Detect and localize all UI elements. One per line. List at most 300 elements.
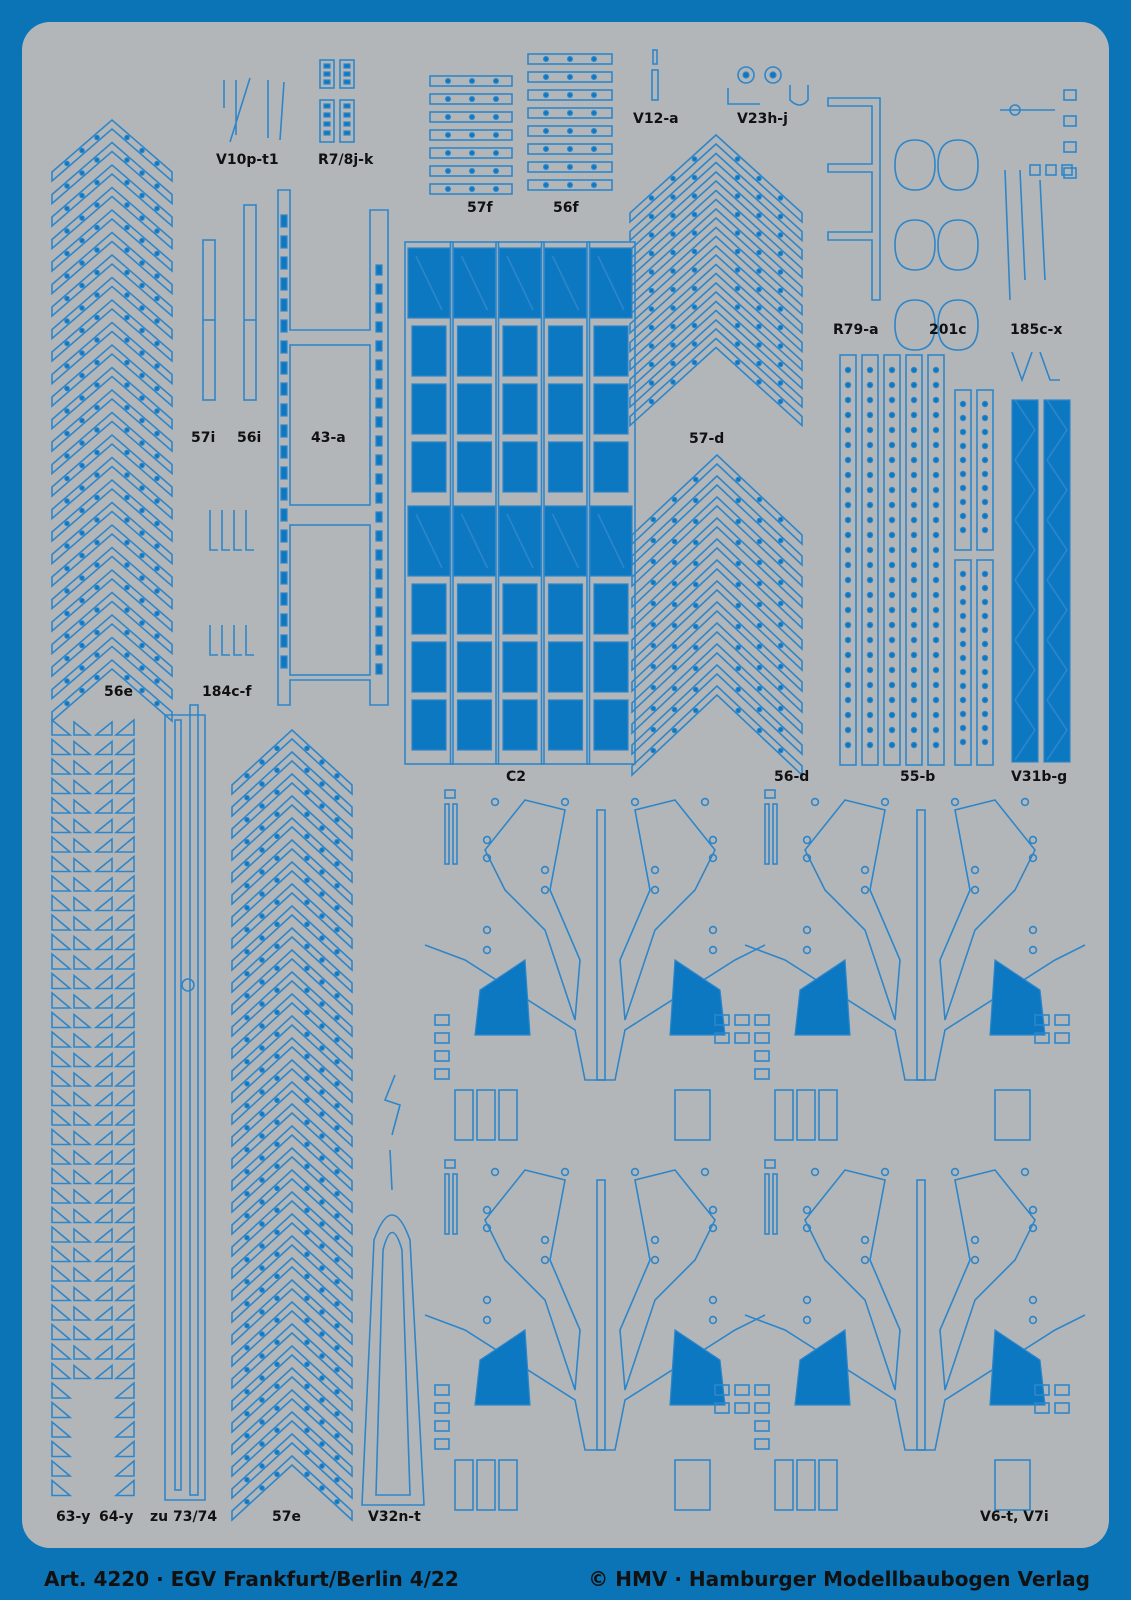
chevron-hole <box>125 608 129 612</box>
chevron-hole <box>335 906 339 910</box>
chevron-hole <box>335 1126 339 1130</box>
strip-hole <box>933 472 938 477</box>
strip-hole <box>933 577 938 582</box>
panel-window <box>458 700 492 750</box>
chevron-hole <box>65 319 69 323</box>
chevron-hole <box>95 203 99 207</box>
strip-hole <box>960 527 965 532</box>
strip-hole <box>889 382 894 387</box>
chevron-hole <box>335 1148 339 1152</box>
chevron-hole <box>275 812 279 816</box>
slat-hole <box>568 129 573 134</box>
chevron-hole <box>757 728 761 732</box>
chevron-hole <box>305 1406 309 1410</box>
chevron-hole <box>694 687 698 691</box>
chevron-hole <box>735 175 739 179</box>
chevron-hole <box>65 409 69 413</box>
chevron-hole <box>125 653 129 657</box>
chevron-hole <box>320 1068 324 1072</box>
chevron-hole <box>95 450 99 454</box>
chevron-hole <box>275 768 279 772</box>
panel-window <box>594 384 628 434</box>
slat-hole <box>446 133 451 138</box>
chevron-hole <box>275 922 279 926</box>
chevron-hole <box>260 1244 264 1248</box>
chevron-hole <box>95 495 99 499</box>
label-v10p-t1: V10p-t1 <box>216 152 279 168</box>
strip-hole <box>911 427 916 432</box>
chevron-hole <box>65 206 69 210</box>
chevron-hole <box>140 418 144 422</box>
chevron-hole <box>757 176 761 180</box>
chevron-hole <box>260 1002 264 1006</box>
slat-hole <box>446 115 451 120</box>
chevron-hole <box>125 180 129 184</box>
frame-window <box>344 122 350 126</box>
chevron-hole <box>245 1038 249 1042</box>
chevron-hole <box>260 1068 264 1072</box>
frame-slot <box>281 572 287 584</box>
strip-hole <box>867 457 872 462</box>
chevron-hole <box>757 195 761 199</box>
strip-hole <box>933 697 938 702</box>
chevron-hole <box>140 508 144 512</box>
slat-hole <box>592 129 597 134</box>
strip-hole <box>889 442 894 447</box>
strip-hole <box>845 502 850 507</box>
label-zu-73-74: zu 73/74 <box>150 1509 218 1525</box>
chevron-hole <box>649 288 653 292</box>
chevron-hole <box>335 1478 339 1482</box>
chevron-hole <box>245 994 249 998</box>
chevron-hole <box>651 748 655 752</box>
chevron-hole <box>260 1266 264 1270</box>
slat-hole <box>446 187 451 192</box>
strip-hole <box>982 599 987 604</box>
chevron-hole <box>245 1280 249 1284</box>
chevron-hole <box>140 373 144 377</box>
frame-slot <box>376 360 382 370</box>
strip-hole <box>960 599 965 604</box>
chevron-hole <box>275 1340 279 1344</box>
frame-slot <box>281 593 287 605</box>
chevron-hole <box>260 804 264 808</box>
slat-hole <box>592 183 597 188</box>
chevron-hole <box>125 225 129 229</box>
chevron-hole <box>335 1236 339 1240</box>
chevron-hole <box>649 344 653 348</box>
chevron-hole <box>80 463 84 467</box>
slat-hole <box>494 97 499 102</box>
chevron-hole <box>80 171 84 175</box>
frame-slot <box>281 509 287 521</box>
strip-hole <box>933 412 938 417</box>
chevron-hole <box>80 373 84 377</box>
chevron-hole <box>65 701 69 705</box>
strip-hole <box>845 532 850 537</box>
strip-hole <box>982 527 987 532</box>
chevron-hole <box>335 1390 339 1394</box>
chevron-hole <box>140 261 144 265</box>
chevron-hole <box>80 643 84 647</box>
strip-hole <box>960 401 965 406</box>
chevron-hole <box>65 499 69 503</box>
chevron-hole <box>305 1252 309 1256</box>
strip-hole <box>867 487 872 492</box>
chevron-hole <box>735 342 739 346</box>
chevron-hole <box>65 364 69 368</box>
frame-slot <box>376 588 382 598</box>
frame-slot <box>281 320 287 332</box>
chevron-hole <box>245 1148 249 1152</box>
chevron-hole <box>155 229 159 233</box>
chevron-hole <box>260 1024 264 1028</box>
chevron-hole <box>320 1288 324 1292</box>
chevron-hole <box>80 598 84 602</box>
chevron-hole <box>694 477 698 481</box>
chevron-hole <box>80 148 84 152</box>
chevron-hole <box>260 782 264 786</box>
chevron-hole <box>305 1142 309 1146</box>
strip-hole <box>982 443 987 448</box>
chevron-hole <box>80 283 84 287</box>
panel-window <box>503 584 537 634</box>
chevron-hole <box>155 634 159 638</box>
chevron-hole <box>671 306 675 310</box>
chevron-hole <box>155 544 159 548</box>
strip-hole <box>889 622 894 627</box>
chevron-hole <box>672 728 676 732</box>
strip-hole <box>911 727 916 732</box>
slat-hole <box>592 111 597 116</box>
chevron-hole <box>757 623 761 627</box>
chevron-hole <box>692 305 696 309</box>
frame-slot <box>376 645 382 655</box>
strip-hole <box>933 607 938 612</box>
chevron-hole <box>335 774 339 778</box>
strip-hole <box>889 577 894 582</box>
chevron-hole <box>95 135 99 139</box>
strip-hole <box>911 367 916 372</box>
strip-hole <box>867 697 872 702</box>
chevron-hole <box>140 216 144 220</box>
chevron-hole <box>320 1332 324 1336</box>
strip-hole <box>960 739 965 744</box>
slat-hole <box>446 79 451 84</box>
chevron-hole <box>694 582 698 586</box>
chevron-hole <box>65 251 69 255</box>
strip-hole <box>845 397 850 402</box>
chevron-hole <box>245 1236 249 1240</box>
frame-window <box>344 64 350 68</box>
frame-slot <box>376 398 382 408</box>
label-201c: 201c <box>929 322 967 338</box>
chevron-hole <box>125 158 129 162</box>
strip-hole <box>960 711 965 716</box>
chevron-hole <box>65 341 69 345</box>
chevron-hole <box>779 580 783 584</box>
panel-window <box>412 700 446 750</box>
chevron-hole <box>651 622 655 626</box>
chevron-hole <box>275 1098 279 1102</box>
chevron-hole <box>671 380 675 384</box>
chevron-hole <box>65 431 69 435</box>
strip-hole <box>845 442 850 447</box>
strip-hole <box>867 637 872 642</box>
strip-hole <box>960 485 965 490</box>
chevron-hole <box>95 653 99 657</box>
chevron-hole <box>335 1500 339 1504</box>
chevron-hole <box>260 1376 264 1380</box>
slat-hole <box>494 133 499 138</box>
strip-hole <box>889 562 894 567</box>
chevron-hole <box>65 611 69 615</box>
slat-hole <box>592 147 597 152</box>
chevron-hole <box>757 686 761 690</box>
chevron-hole <box>694 645 698 649</box>
frame-window <box>324 80 330 84</box>
chevron-hole <box>779 517 783 521</box>
chevron-hole <box>305 1076 309 1080</box>
chevron-hole <box>778 344 782 348</box>
strip-hole <box>933 682 938 687</box>
strip-hole <box>911 502 916 507</box>
chevron-hole <box>140 643 144 647</box>
chevron-hole <box>305 988 309 992</box>
chevron-hole <box>140 553 144 557</box>
frame-window <box>324 104 330 108</box>
panel-window <box>412 584 446 634</box>
chevron-hole <box>335 1214 339 1218</box>
chevron-hole <box>65 656 69 660</box>
chevron-hole <box>305 834 309 838</box>
chevron-hole <box>260 1354 264 1358</box>
chevron-hole <box>275 1428 279 1432</box>
chevron-hole <box>140 238 144 242</box>
chevron-hole <box>672 518 676 522</box>
chevron-hole <box>335 950 339 954</box>
slat-hole <box>544 57 549 62</box>
chevron-hole <box>155 364 159 368</box>
chevron-hole <box>335 1368 339 1372</box>
chevron-hole <box>671 343 675 347</box>
chevron-hole <box>735 231 739 235</box>
strip-hole <box>845 667 850 672</box>
frame-slot <box>281 656 287 668</box>
chevron-hole <box>275 1318 279 1322</box>
chevron-hole <box>245 1170 249 1174</box>
washer-hole <box>770 72 776 78</box>
chevron-hole <box>757 306 761 310</box>
panel-window <box>458 642 492 692</box>
strip-hole <box>911 472 916 477</box>
frame-slot <box>376 303 382 313</box>
panel-window <box>458 326 492 376</box>
chevron-hole <box>140 486 144 490</box>
strip-hole <box>889 502 894 507</box>
panel-window <box>503 326 537 376</box>
slat-hole <box>544 111 549 116</box>
chevron-hole <box>335 1434 339 1438</box>
strip-hole <box>933 502 938 507</box>
panel-window <box>549 584 583 634</box>
chevron-hole <box>649 233 653 237</box>
chevron-hole <box>735 249 739 253</box>
label-c2: C2 <box>506 769 527 785</box>
chevron-hole <box>320 848 324 852</box>
panel-window <box>412 326 446 376</box>
chevron-hole <box>65 296 69 300</box>
chevron-hole <box>757 644 761 648</box>
strip-hole <box>933 712 938 717</box>
strip-hole <box>911 607 916 612</box>
chevron-hole <box>95 225 99 229</box>
label-v32n-t: V32n-t <box>368 1509 421 1525</box>
strip-hole <box>960 627 965 632</box>
strip-hole <box>911 712 916 717</box>
chevron-hole <box>757 665 761 669</box>
chevron-hole <box>65 476 69 480</box>
strip-hole <box>933 562 938 567</box>
strip-hole <box>982 627 987 632</box>
chevron-hole <box>335 1280 339 1284</box>
chevron-hole <box>305 1230 309 1234</box>
chevron-hole <box>736 477 740 481</box>
chevron-hole <box>672 539 676 543</box>
strip-hole <box>933 487 938 492</box>
chevron-hole <box>65 229 69 233</box>
strip-hole <box>867 502 872 507</box>
chevron-hole <box>672 707 676 711</box>
chevron-hole <box>95 293 99 297</box>
chevron-hole <box>275 1450 279 1454</box>
frame-slot <box>376 550 382 560</box>
chevron-hole <box>245 1434 249 1438</box>
strip-hole <box>845 547 850 552</box>
chevron-hole <box>320 1266 324 1270</box>
strip-hole <box>982 415 987 420</box>
chevron-hole <box>80 576 84 580</box>
chevron-hole <box>125 630 129 634</box>
strip-hole <box>911 577 916 582</box>
frame-window <box>344 104 350 108</box>
panel-window <box>594 326 628 376</box>
label-r79-a: R79-a <box>833 322 879 338</box>
strip-hole <box>933 652 938 657</box>
strip-hole <box>889 532 894 537</box>
strip-hole <box>911 532 916 537</box>
chevron-hole <box>692 249 696 253</box>
strip-hole <box>933 622 938 627</box>
chevron-hole <box>692 157 696 161</box>
chevron-hole <box>275 1406 279 1410</box>
chevron-hole <box>757 539 761 543</box>
slat-hole <box>470 79 475 84</box>
chevron-hole <box>335 1082 339 1086</box>
strip-hole <box>867 667 872 672</box>
chevron-hole <box>95 675 99 679</box>
label-56i: 56i <box>237 430 262 446</box>
strip-hole <box>933 367 938 372</box>
chevron-hole <box>335 1016 339 1020</box>
chevron-hole <box>305 1098 309 1102</box>
chevron-hole <box>125 563 129 567</box>
chevron-hole <box>80 531 84 535</box>
frame-window <box>344 80 350 84</box>
chevron-hole <box>95 473 99 477</box>
frame-slot <box>281 383 287 395</box>
chevron-hole <box>779 706 783 710</box>
strip-hole <box>911 562 916 567</box>
chevron-hole <box>65 184 69 188</box>
chevron-hole <box>694 708 698 712</box>
footer-publisher: © HMV · Hamburger Modellbaubogen Verlag <box>588 1567 1090 1591</box>
strip-hole <box>982 641 987 646</box>
chevron-hole <box>320 914 324 918</box>
chevron-hole <box>736 582 740 586</box>
chevron-hole <box>736 708 740 712</box>
chevron-hole <box>95 608 99 612</box>
strip-hole <box>889 742 894 747</box>
chevron-hole <box>155 296 159 300</box>
strip-hole <box>911 442 916 447</box>
strip-hole <box>867 517 872 522</box>
strip-hole <box>933 742 938 747</box>
chevron-hole <box>305 1296 309 1300</box>
chevron-hole <box>320 1222 324 1226</box>
chevron-hole <box>672 602 676 606</box>
chevron-hole <box>692 194 696 198</box>
slat-hole <box>544 75 549 80</box>
strip-hole <box>845 487 850 492</box>
frame-slot <box>281 488 287 500</box>
chevron-hole <box>735 212 739 216</box>
chevron-hole <box>649 270 653 274</box>
chevron-hole <box>245 884 249 888</box>
chevron-hole <box>694 561 698 565</box>
strip-hole <box>845 517 850 522</box>
chevron-hole <box>155 566 159 570</box>
chevron-hole <box>155 319 159 323</box>
chevron-hole <box>672 623 676 627</box>
chevron-hole <box>245 1390 249 1394</box>
chevron-hole <box>692 360 696 364</box>
frame-slot <box>376 341 382 351</box>
chevron-hole <box>275 1010 279 1014</box>
strip-hole <box>845 592 850 597</box>
strip-hole <box>867 652 872 657</box>
chevron-hole <box>245 950 249 954</box>
strip-hole <box>982 471 987 476</box>
chevron-hole <box>305 966 309 970</box>
chevron-hole <box>735 286 739 290</box>
chevron-hole <box>305 1208 309 1212</box>
chevron-hole <box>694 540 698 544</box>
strip-hole <box>867 532 872 537</box>
chevron-hole <box>305 1164 309 1168</box>
strip-hole <box>889 682 894 687</box>
strip-hole <box>982 725 987 730</box>
frame-slot <box>376 284 382 294</box>
chevron-hole <box>320 1156 324 1160</box>
chevron-hole <box>779 559 783 563</box>
chevron-hole <box>651 601 655 605</box>
label-55-b: 55-b <box>900 769 936 785</box>
strip-hole <box>960 471 965 476</box>
chevron-hole <box>335 818 339 822</box>
strip-hole <box>867 577 872 582</box>
label-v12-a: V12-a <box>633 111 679 127</box>
